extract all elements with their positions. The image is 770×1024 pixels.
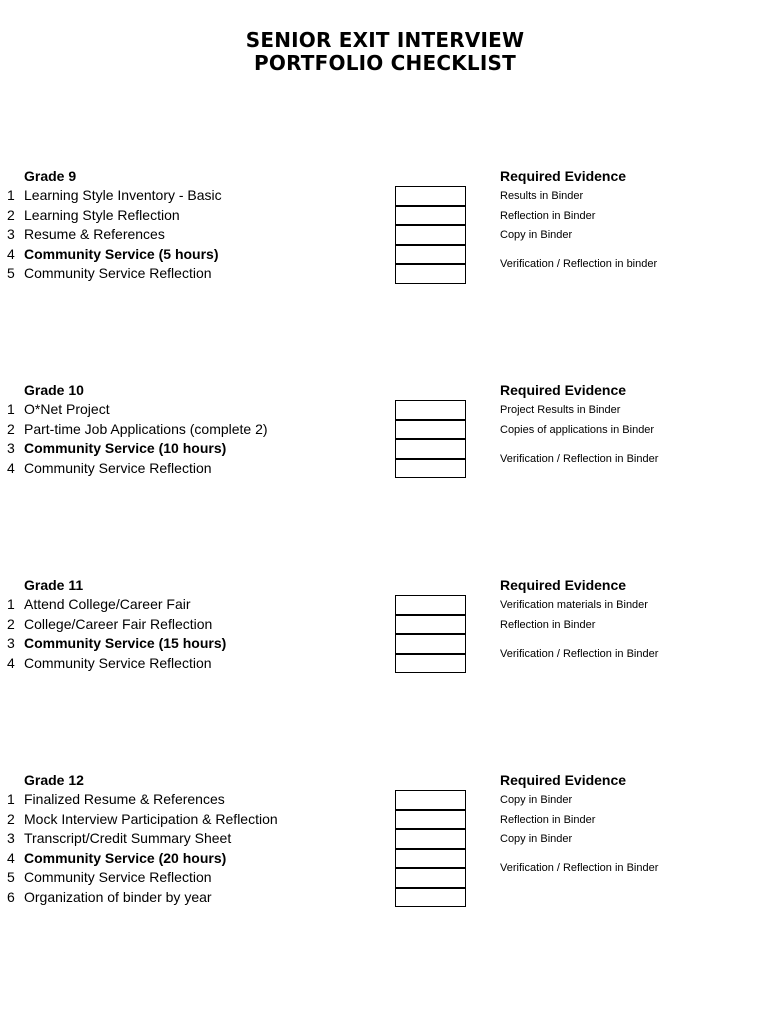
checkbox[interactable] (395, 439, 466, 459)
evidence-text: Results in Binder (500, 190, 584, 202)
checklist-item (0, 810, 400, 830)
evidence-heading: Required Evidence (500, 577, 627, 593)
checkbox[interactable] (395, 595, 466, 615)
item-number: 2 (7, 206, 15, 223)
evidence-text: Project Results in Binder (500, 404, 621, 416)
evidence-text: Copy in Binder (500, 229, 573, 241)
grade-section (0, 771, 770, 911)
checkbox[interactable] (395, 634, 466, 654)
item-number: 1 (7, 596, 15, 612)
checklist-item (0, 206, 400, 226)
item-label: College/Career Fair Reflection (24, 615, 213, 632)
evidence-text: Copies of applications in Binder (500, 423, 655, 436)
item-number: 4 (7, 245, 15, 262)
item-number: 5 (7, 869, 15, 885)
checklist-item (0, 595, 400, 615)
item-label: Organization of binder by year (24, 888, 212, 905)
item-label: Community Service Reflection (24, 459, 212, 476)
item-number: 6 (7, 888, 15, 905)
title-line-2: PORTFOLIO CHECKLIST (254, 51, 516, 75)
grade-heading: Grade 12 (24, 772, 84, 788)
item-label: Learning Style Reflection (24, 206, 180, 223)
item-label: Community Service Reflection (24, 654, 212, 671)
checkbox[interactable] (395, 810, 466, 830)
checklist-item (0, 400, 400, 420)
checkbox[interactable] (395, 225, 466, 245)
checkbox[interactable] (395, 245, 466, 265)
grade-heading: Grade 9 (24, 168, 77, 184)
item-number: 3 (7, 226, 15, 242)
title-line-1: SENIOR EXIT INTERVIEW (245, 28, 525, 52)
item-number: 4 (7, 654, 15, 671)
checklist-item (0, 849, 400, 869)
evidence-text: Copy in Binder (500, 833, 573, 845)
evidence-text: Verification / Reflection in binder (500, 258, 658, 271)
evidence-text: Verification / Reflection in Binder (500, 647, 659, 660)
checkbox[interactable] (395, 206, 466, 226)
checklist-item (0, 186, 400, 206)
item-label: Part-time Job Applications (complete 2) (24, 420, 268, 437)
item-number: 2 (7, 420, 15, 437)
item-number: 3 (7, 830, 15, 846)
evidence-heading: Required Evidence (500, 382, 627, 398)
checkbox[interactable] (395, 868, 466, 888)
item-label: Attend College/Career Fair (24, 596, 191, 612)
checkbox[interactable] (395, 829, 466, 849)
checklist-item (0, 439, 400, 459)
checklist-item (0, 245, 400, 265)
checkbox[interactable] (395, 654, 466, 674)
grade-section (0, 576, 770, 677)
checkbox[interactable] (395, 186, 466, 206)
grade-section (0, 381, 770, 482)
item-number: 4 (7, 849, 15, 866)
item-label: Community Service (10 hours) (24, 440, 227, 456)
checkbox[interactable] (395, 264, 466, 284)
checklist-item (0, 615, 400, 635)
checklist-item (0, 888, 400, 908)
item-number: 3 (7, 440, 15, 456)
checklist-item (0, 654, 400, 674)
evidence-text: Verification / Reflection in Binder (500, 452, 659, 465)
item-number: 1 (7, 187, 15, 203)
checkbox[interactable] (395, 790, 466, 810)
item-number: 2 (7, 615, 15, 632)
item-label: Resume & References (24, 226, 165, 242)
evidence-text: Copy in Binder (500, 794, 573, 806)
checkbox[interactable] (395, 400, 466, 420)
item-label: Community Service (15 hours) (24, 635, 227, 651)
item-label: Learning Style Inventory - Basic (24, 187, 222, 203)
item-label: Community Service Reflection (24, 265, 212, 281)
item-number: 4 (7, 459, 15, 476)
item-number: 2 (7, 810, 15, 827)
item-label: Community Service Reflection (24, 869, 212, 885)
checklist-item (0, 829, 400, 849)
checkbox[interactable] (395, 459, 466, 479)
evidence-text: Reflection in Binder (500, 618, 596, 631)
evidence-text: Verification / Reflection in Binder (500, 862, 659, 875)
grade-heading: Grade 11 (24, 577, 84, 593)
checklist-item (0, 264, 400, 284)
checkbox[interactable] (395, 849, 466, 869)
item-label: Finalized Resume & References (24, 791, 225, 807)
item-label: Transcript/Credit Summary Sheet (24, 830, 232, 846)
item-label: Community Service (20 hours) (24, 849, 227, 866)
item-label: Community Service (5 hours) (24, 245, 219, 262)
checklist-item (0, 459, 400, 479)
checklist-item (0, 420, 400, 440)
item-number: 1 (7, 401, 15, 417)
checklist-item (0, 225, 400, 245)
checklist-item (0, 790, 400, 810)
evidence-text: Reflection in Binder (500, 813, 596, 826)
item-label: O*Net Project (24, 401, 110, 417)
item-number: 5 (7, 265, 15, 281)
item-number: 3 (7, 635, 15, 651)
evidence-heading: Required Evidence (500, 772, 627, 788)
item-label: Mock Interview Participation & Reflection (24, 810, 278, 827)
page-title (0, 29, 770, 75)
checklist-item (0, 868, 400, 888)
evidence-text: Verification materials in Binder (500, 599, 648, 611)
checklist-item (0, 634, 400, 654)
grade-section (0, 167, 770, 288)
checkbox[interactable] (395, 420, 466, 440)
evidence-heading: Required Evidence (500, 168, 627, 184)
checkbox[interactable] (395, 888, 466, 908)
grade-heading: Grade 10 (24, 382, 84, 398)
checkbox[interactable] (395, 615, 466, 635)
evidence-text: Reflection in Binder (500, 209, 596, 222)
item-number: 1 (7, 791, 15, 807)
